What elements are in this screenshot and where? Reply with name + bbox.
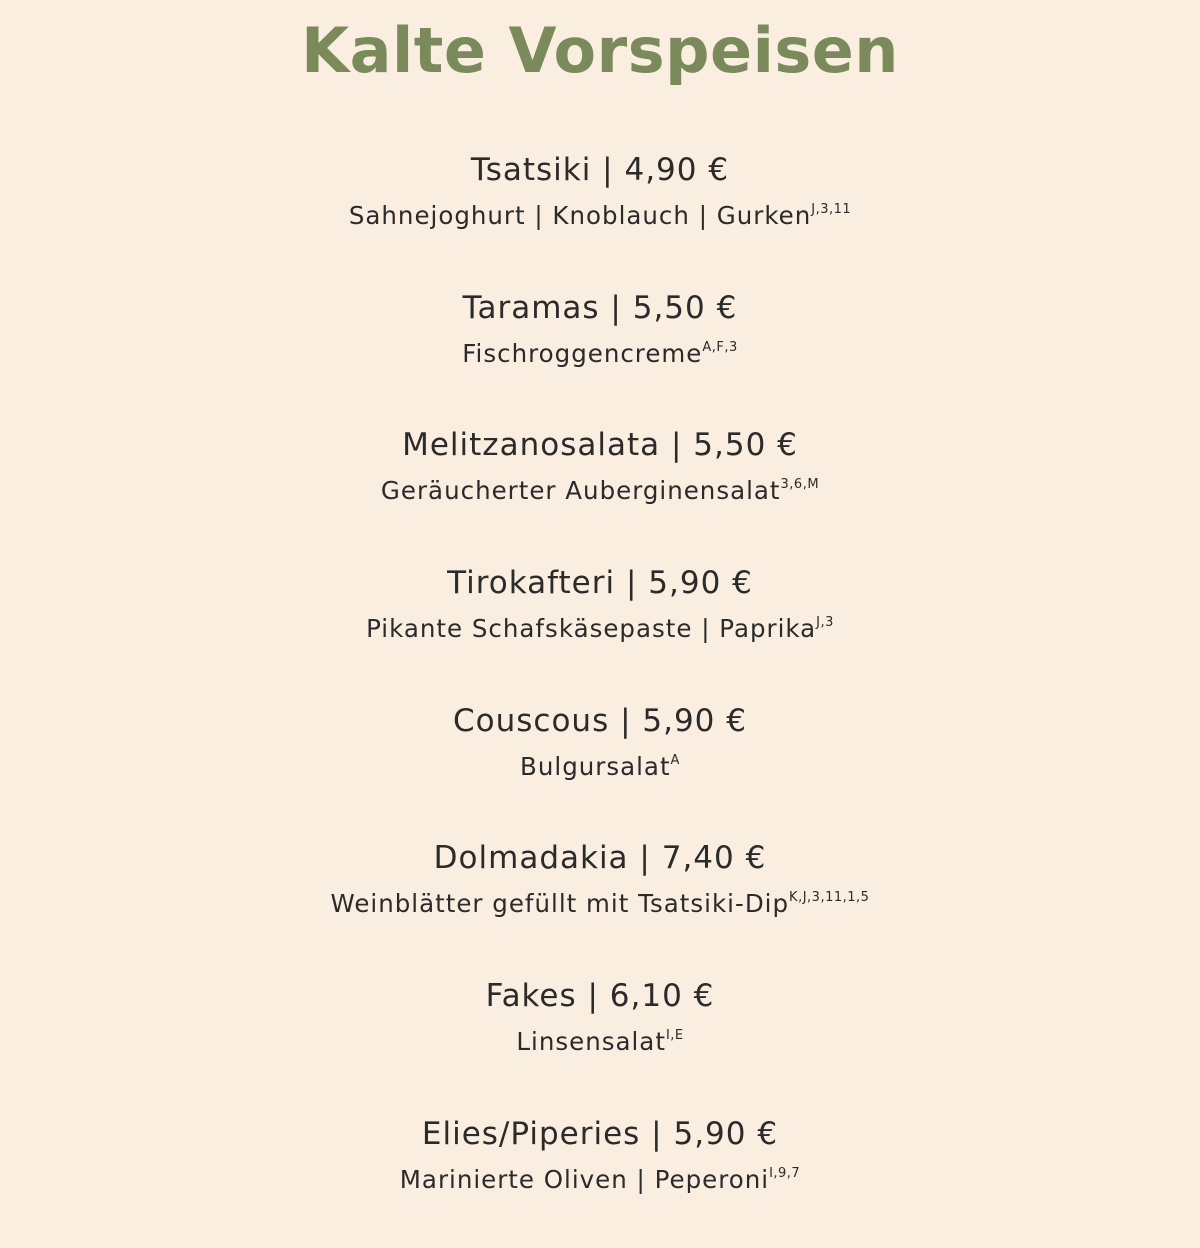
menu-item-melitzanosalata (0, 421, 1200, 559)
allergen-codes: K,J,3,11,1,5 (789, 890, 870, 906)
separator: | (591, 152, 625, 188)
item-title-line (0, 421, 1200, 469)
item-description: Bulgursalat (520, 751, 671, 781)
item-description: Fischroggencreme (462, 338, 703, 368)
item-description: Sahnejoghurt | Knoblauch | Gurken (348, 201, 812, 230)
item-price: 5,90 € (673, 1115, 779, 1152)
item-name: Elies/Piperies (421, 1115, 641, 1152)
item-name: Tirokafteri (447, 565, 616, 602)
allergen-codes: A (670, 752, 680, 768)
menu-list (0, 146, 1200, 1248)
item-description-line (0, 194, 1200, 238)
menu-item-tsatsiki (0, 146, 1200, 284)
item-title-line (0, 1110, 1200, 1158)
separator: | (599, 289, 633, 326)
menu-item-dolmadakia (0, 834, 1200, 972)
item-price: 7,40 € (661, 840, 767, 877)
allergen-codes: J,3 (816, 615, 834, 631)
item-name: Couscous (453, 702, 610, 739)
allergen-codes: I,9,7 (769, 1165, 801, 1181)
item-description-line (0, 745, 1200, 789)
menu-item-elies-piperies (0, 1110, 1200, 1248)
item-price: 4,90 € (624, 152, 730, 188)
item-price: 5,50 € (632, 289, 738, 326)
item-description: Geräucherter Auberginensalat (380, 476, 781, 506)
item-description-line (0, 607, 1200, 651)
item-name: Taramas (462, 289, 600, 326)
separator: | (615, 565, 649, 602)
separator: | (640, 1115, 674, 1152)
item-name: Tsatsiki (470, 152, 592, 188)
item-title-line (0, 146, 1200, 194)
menu-item-couscous (0, 697, 1200, 835)
item-title-line (0, 834, 1200, 882)
separator: | (609, 702, 643, 739)
item-description-line (0, 1158, 1200, 1202)
item-description: Linsensalat (516, 1027, 666, 1057)
item-price: 6,10 € (609, 978, 715, 1015)
separator: | (628, 840, 662, 877)
item-description: Weinblätter gefüllt mit Tsatsiki-Dip (330, 889, 790, 919)
item-price: 5,50 € (693, 427, 798, 464)
allergen-codes: 3,6,M (780, 477, 820, 493)
menu-item-fakes (0, 972, 1200, 1110)
item-title-line (0, 697, 1200, 745)
menu-item-taramas (0, 284, 1200, 422)
item-description-line (0, 332, 1200, 376)
separator: | (576, 978, 610, 1015)
item-price: 5,90 € (642, 702, 747, 739)
item-title-line (0, 284, 1200, 332)
item-name: Fakes (485, 978, 577, 1015)
page-title: Kalte Vorspeisen (301, 14, 899, 87)
allergen-codes: I,E (665, 1028, 684, 1044)
separator: | (660, 427, 694, 464)
item-description-line (0, 469, 1200, 513)
menu-item-tirokafteri (0, 559, 1200, 697)
item-name: Melitzanosalata (402, 427, 661, 464)
item-title-line (0, 559, 1200, 607)
item-name: Dolmadakia (433, 840, 629, 877)
item-description-line (0, 1020, 1200, 1064)
item-description: Pikante Schafskäsepaste | Paprika (366, 614, 817, 644)
item-price: 5,90 € (648, 565, 753, 602)
item-description: Marinierte Oliven | Peperoni (399, 1164, 770, 1194)
item-description-line (0, 882, 1200, 926)
allergen-codes: J,3,11 (811, 202, 852, 217)
item-title-line (0, 972, 1200, 1020)
allergen-codes: A,F,3 (702, 339, 738, 355)
